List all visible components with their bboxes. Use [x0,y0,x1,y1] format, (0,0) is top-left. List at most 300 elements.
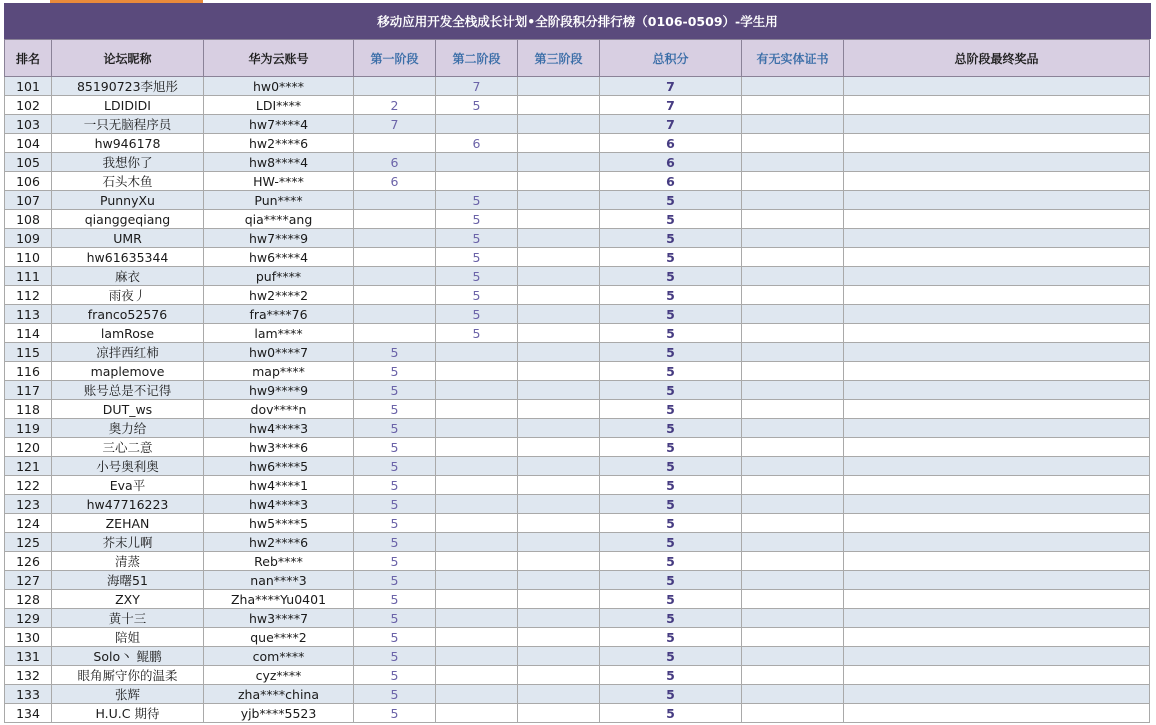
cell-stage1[interactable]: 5 [354,685,436,704]
cell-total[interactable]: 5 [600,305,742,324]
cell-certificate[interactable] [742,571,844,590]
cell-stage2[interactable] [436,438,518,457]
header-prize[interactable]: 总阶段最终奖品 [844,40,1150,77]
cell-nickname[interactable]: DUT_ws [52,400,204,419]
cell-stage1[interactable] [354,134,436,153]
cell-prize[interactable] [844,248,1150,267]
cell-prize[interactable] [844,267,1150,286]
cell-rank[interactable]: 105 [5,153,52,172]
cell-stage3[interactable] [518,571,600,590]
cell-stage1[interactable]: 5 [354,514,436,533]
cell-stage1[interactable]: 5 [354,666,436,685]
cell-prize[interactable] [844,514,1150,533]
cell-account[interactable]: hw6****5 [204,457,354,476]
cell-prize[interactable] [844,115,1150,134]
cell-rank[interactable]: 132 [5,666,52,685]
cell-prize[interactable] [844,552,1150,571]
cell-stage2[interactable] [436,381,518,400]
cell-stage3[interactable] [518,685,600,704]
cell-prize[interactable] [844,476,1150,495]
cell-stage2[interactable]: 6 [436,134,518,153]
cell-stage3[interactable] [518,552,600,571]
cell-stage2[interactable] [436,343,518,362]
cell-nickname[interactable]: PunnyXu [52,191,204,210]
cell-certificate[interactable] [742,590,844,609]
cell-nickname[interactable]: 我想你了 [52,153,204,172]
cell-stage2[interactable] [436,514,518,533]
cell-stage2[interactable]: 5 [436,305,518,324]
cell-nickname[interactable]: hw61635344 [52,248,204,267]
cell-nickname[interactable]: 85190723李旭彤 [52,77,204,96]
cell-nickname[interactable]: maplemove [52,362,204,381]
cell-stage1[interactable]: 5 [354,400,436,419]
cell-account[interactable]: hw3****6 [204,438,354,457]
cell-total[interactable]: 5 [600,267,742,286]
cell-total[interactable]: 5 [600,514,742,533]
cell-stage1[interactable] [354,191,436,210]
cell-certificate[interactable] [742,419,844,438]
cell-certificate[interactable] [742,666,844,685]
cell-prize[interactable] [844,628,1150,647]
cell-total[interactable]: 5 [600,590,742,609]
cell-stage2[interactable] [436,571,518,590]
cell-stage2[interactable] [436,552,518,571]
cell-total[interactable]: 5 [600,571,742,590]
cell-rank[interactable]: 129 [5,609,52,628]
cell-stage3[interactable] [518,134,600,153]
cell-rank[interactable]: 111 [5,267,52,286]
cell-stage1[interactable]: 2 [354,96,436,115]
cell-stage1[interactable]: 5 [354,533,436,552]
cell-stage2[interactable] [436,590,518,609]
cell-account[interactable]: hw9****9 [204,381,354,400]
cell-prize[interactable] [844,172,1150,191]
cell-stage2[interactable] [436,666,518,685]
cell-nickname[interactable]: lamRose [52,324,204,343]
cell-prize[interactable] [844,362,1150,381]
cell-nickname[interactable]: 凉拌西红柿 [52,343,204,362]
cell-total[interactable]: 5 [600,457,742,476]
cell-certificate[interactable] [742,552,844,571]
header-stage1[interactable]: 第一阶段 [354,40,436,77]
cell-total[interactable]: 5 [600,438,742,457]
cell-total[interactable]: 5 [600,191,742,210]
cell-nickname[interactable]: ZXY [52,590,204,609]
cell-rank[interactable]: 117 [5,381,52,400]
cell-account[interactable]: hw0****7 [204,343,354,362]
cell-stage2[interactable] [436,533,518,552]
cell-stage3[interactable] [518,229,600,248]
cell-prize[interactable] [844,495,1150,514]
cell-account[interactable]: com**** [204,647,354,666]
cell-prize[interactable] [844,590,1150,609]
cell-nickname[interactable]: LDIDIDI [52,96,204,115]
cell-stage3[interactable] [518,476,600,495]
cell-total[interactable]: 5 [600,343,742,362]
cell-stage1[interactable]: 5 [354,419,436,438]
cell-stage3[interactable] [518,210,600,229]
cell-stage3[interactable] [518,666,600,685]
cell-rank[interactable]: 108 [5,210,52,229]
cell-stage3[interactable] [518,609,600,628]
cell-nickname[interactable]: 海曙51 [52,571,204,590]
cell-total[interactable]: 5 [600,419,742,438]
cell-stage1[interactable]: 5 [354,495,436,514]
cell-total[interactable]: 5 [600,609,742,628]
cell-account[interactable]: LDI**** [204,96,354,115]
cell-nickname[interactable]: Eva平 [52,476,204,495]
cell-account[interactable]: hw7****4 [204,115,354,134]
cell-certificate[interactable] [742,324,844,343]
cell-stage2[interactable] [436,419,518,438]
cell-nickname[interactable]: 麻衣 [52,267,204,286]
cell-rank[interactable]: 110 [5,248,52,267]
cell-rank[interactable]: 134 [5,704,52,723]
cell-rank[interactable]: 107 [5,191,52,210]
cell-stage2[interactable]: 5 [436,248,518,267]
cell-rank[interactable]: 120 [5,438,52,457]
cell-nickname[interactable]: H.U.C 期待 [52,704,204,723]
cell-stage2[interactable] [436,609,518,628]
cell-stage3[interactable] [518,647,600,666]
cell-stage3[interactable] [518,590,600,609]
cell-stage3[interactable] [518,305,600,324]
cell-rank[interactable]: 130 [5,628,52,647]
cell-rank[interactable]: 115 [5,343,52,362]
cell-prize[interactable] [844,324,1150,343]
cell-certificate[interactable] [742,533,844,552]
cell-stage1[interactable] [354,267,436,286]
cell-certificate[interactable] [742,704,844,723]
cell-certificate[interactable] [742,134,844,153]
cell-certificate[interactable] [742,229,844,248]
cell-stage1[interactable]: 6 [354,172,436,191]
header-stage3[interactable]: 第三阶段 [518,40,600,77]
cell-stage3[interactable] [518,172,600,191]
cell-certificate[interactable] [742,362,844,381]
cell-rank[interactable]: 113 [5,305,52,324]
header-stage2[interactable]: 第二阶段 [436,40,518,77]
cell-stage1[interactable] [354,286,436,305]
cell-rank[interactable]: 125 [5,533,52,552]
cell-nickname[interactable]: 一只无脑程序员 [52,115,204,134]
cell-account[interactable]: cyz**** [204,666,354,685]
cell-prize[interactable] [844,438,1150,457]
cell-total[interactable]: 5 [600,552,742,571]
cell-prize[interactable] [844,381,1150,400]
cell-account[interactable]: dov****n [204,400,354,419]
cell-certificate[interactable] [742,476,844,495]
cell-total[interactable]: 7 [600,115,742,134]
cell-account[interactable]: hw7****9 [204,229,354,248]
cell-certificate[interactable] [742,191,844,210]
cell-account[interactable]: puf**** [204,267,354,286]
cell-stage2[interactable]: 5 [436,210,518,229]
cell-account[interactable]: hw5****5 [204,514,354,533]
cell-account[interactable]: Pun**** [204,191,354,210]
cell-rank[interactable]: 114 [5,324,52,343]
header-nickname[interactable]: 论坛昵称 [52,40,204,77]
cell-nickname[interactable]: 陪姐 [52,628,204,647]
cell-stage2[interactable] [436,153,518,172]
cell-nickname[interactable]: 雨夜丿 [52,286,204,305]
cell-prize[interactable] [844,571,1150,590]
cell-stage3[interactable] [518,438,600,457]
cell-account[interactable]: nan****3 [204,571,354,590]
cell-prize[interactable] [844,685,1150,704]
cell-account[interactable]: hw2****6 [204,134,354,153]
cell-nickname[interactable]: 小号奥利奥 [52,457,204,476]
cell-prize[interactable] [844,457,1150,476]
cell-stage3[interactable] [518,495,600,514]
cell-stage1[interactable]: 5 [354,628,436,647]
cell-rank[interactable]: 122 [5,476,52,495]
cell-stage3[interactable] [518,400,600,419]
cell-account[interactable]: que****2 [204,628,354,647]
cell-prize[interactable] [844,647,1150,666]
cell-prize[interactable] [844,704,1150,723]
cell-rank[interactable]: 101 [5,77,52,96]
cell-total[interactable]: 5 [600,248,742,267]
cell-certificate[interactable] [742,685,844,704]
cell-stage2[interactable] [436,172,518,191]
cell-rank[interactable]: 109 [5,229,52,248]
cell-account[interactable]: HW-**** [204,172,354,191]
cell-stage1[interactable]: 5 [354,647,436,666]
cell-total[interactable]: 6 [600,172,742,191]
cell-account[interactable]: Reb**** [204,552,354,571]
cell-rank[interactable]: 103 [5,115,52,134]
cell-stage2[interactable] [436,647,518,666]
header-account[interactable]: 华为云账号 [204,40,354,77]
cell-nickname[interactable]: 清蒸 [52,552,204,571]
cell-stage1[interactable] [354,248,436,267]
cell-account[interactable]: map**** [204,362,354,381]
cell-stage1[interactable] [354,324,436,343]
cell-stage3[interactable] [518,324,600,343]
cell-total[interactable]: 5 [600,324,742,343]
cell-stage3[interactable] [518,514,600,533]
cell-stage1[interactable] [354,77,436,96]
cell-stage3[interactable] [518,77,600,96]
cell-certificate[interactable] [742,267,844,286]
cell-certificate[interactable] [742,305,844,324]
cell-rank[interactable]: 102 [5,96,52,115]
cell-total[interactable]: 5 [600,476,742,495]
cell-nickname[interactable]: 石头木鱼 [52,172,204,191]
cell-total[interactable]: 5 [600,628,742,647]
cell-stage2[interactable]: 5 [436,267,518,286]
cell-stage1[interactable] [354,305,436,324]
cell-prize[interactable] [844,666,1150,685]
cell-stage2[interactable]: 5 [436,324,518,343]
cell-certificate[interactable] [742,77,844,96]
cell-nickname[interactable]: 眼角厮守你的温柔 [52,666,204,685]
cell-stage3[interactable] [518,419,600,438]
cell-account[interactable]: zha****china [204,685,354,704]
cell-stage3[interactable] [518,153,600,172]
cell-total[interactable]: 5 [600,381,742,400]
cell-stage2[interactable] [436,400,518,419]
cell-stage1[interactable]: 5 [354,362,436,381]
cell-nickname[interactable]: 张辉 [52,685,204,704]
cell-total[interactable]: 5 [600,647,742,666]
cell-stage1[interactable]: 5 [354,590,436,609]
cell-stage3[interactable] [518,248,600,267]
cell-nickname[interactable]: UMR [52,229,204,248]
cell-stage1[interactable]: 6 [354,153,436,172]
cell-stage1[interactable]: 5 [354,609,436,628]
cell-stage1[interactable]: 5 [354,343,436,362]
cell-certificate[interactable] [742,115,844,134]
cell-nickname[interactable]: hw946178 [52,134,204,153]
cell-certificate[interactable] [742,172,844,191]
cell-certificate[interactable] [742,343,844,362]
cell-stage3[interactable] [518,704,600,723]
cell-prize[interactable] [844,305,1150,324]
cell-stage1[interactable]: 5 [354,457,436,476]
cell-account[interactable]: fra****76 [204,305,354,324]
cell-total[interactable]: 6 [600,134,742,153]
cell-stage3[interactable] [518,286,600,305]
cell-rank[interactable]: 133 [5,685,52,704]
cell-stage2[interactable]: 5 [436,286,518,305]
cell-stage1[interactable] [354,210,436,229]
cell-nickname[interactable]: 三心二意 [52,438,204,457]
cell-prize[interactable] [844,96,1150,115]
cell-account[interactable]: hw4****1 [204,476,354,495]
cell-certificate[interactable] [742,628,844,647]
cell-stage2[interactable]: 5 [436,191,518,210]
header-total[interactable]: 总积分 [600,40,742,77]
cell-total[interactable]: 5 [600,210,742,229]
cell-total[interactable]: 5 [600,495,742,514]
cell-certificate[interactable] [742,609,844,628]
cell-certificate[interactable] [742,381,844,400]
cell-total[interactable]: 5 [600,400,742,419]
cell-stage1[interactable]: 5 [354,476,436,495]
cell-account[interactable]: hw6****4 [204,248,354,267]
cell-prize[interactable] [844,400,1150,419]
cell-total[interactable]: 7 [600,96,742,115]
cell-stage2[interactable] [436,628,518,647]
cell-account[interactable]: Zha****Yu0401 [204,590,354,609]
cell-stage2[interactable] [436,704,518,723]
cell-account[interactable]: hw3****7 [204,609,354,628]
cell-stage3[interactable] [518,381,600,400]
cell-account[interactable]: qia****ang [204,210,354,229]
cell-prize[interactable] [844,134,1150,153]
cell-certificate[interactable] [742,96,844,115]
cell-nickname[interactable]: 黄十三 [52,609,204,628]
cell-stage2[interactable] [436,362,518,381]
cell-stage2[interactable]: 5 [436,96,518,115]
cell-stage3[interactable] [518,191,600,210]
cell-stage2[interactable] [436,685,518,704]
cell-total[interactable]: 5 [600,666,742,685]
cell-prize[interactable] [844,210,1150,229]
cell-account[interactable]: hw0**** [204,77,354,96]
cell-total[interactable]: 7 [600,77,742,96]
cell-account[interactable]: hw8****4 [204,153,354,172]
cell-stage2[interactable]: 7 [436,77,518,96]
cell-stage1[interactable]: 7 [354,115,436,134]
cell-stage3[interactable] [518,343,600,362]
cell-certificate[interactable] [742,153,844,172]
cell-certificate[interactable] [742,514,844,533]
cell-stage1[interactable]: 5 [354,381,436,400]
cell-nickname[interactable]: qianggeqiang [52,210,204,229]
cell-prize[interactable] [844,286,1150,305]
cell-prize[interactable] [844,419,1150,438]
cell-stage1[interactable]: 5 [354,704,436,723]
cell-account[interactable]: yjb****5523 [204,704,354,723]
cell-total[interactable]: 5 [600,704,742,723]
cell-total[interactable]: 5 [600,533,742,552]
cell-nickname[interactable]: 账号总是不记得 [52,381,204,400]
cell-prize[interactable] [844,153,1150,172]
cell-nickname[interactable]: franco52576 [52,305,204,324]
cell-certificate[interactable] [742,647,844,666]
cell-total[interactable]: 5 [600,229,742,248]
cell-account[interactable]: lam**** [204,324,354,343]
cell-nickname[interactable]: 奥力给 [52,419,204,438]
cell-certificate[interactable] [742,495,844,514]
cell-total[interactable]: 5 [600,362,742,381]
cell-rank[interactable]: 118 [5,400,52,419]
cell-certificate[interactable] [742,438,844,457]
cell-certificate[interactable] [742,210,844,229]
cell-stage3[interactable] [518,457,600,476]
cell-rank[interactable]: 116 [5,362,52,381]
cell-stage3[interactable] [518,628,600,647]
cell-nickname[interactable]: Solo丶 鲲鹏 [52,647,204,666]
cell-stage1[interactable]: 5 [354,438,436,457]
cell-certificate[interactable] [742,400,844,419]
cell-stage3[interactable] [518,96,600,115]
cell-certificate[interactable] [742,286,844,305]
cell-stage3[interactable] [518,533,600,552]
cell-stage3[interactable] [518,362,600,381]
cell-rank[interactable]: 131 [5,647,52,666]
cell-rank[interactable]: 119 [5,419,52,438]
cell-prize[interactable] [844,229,1150,248]
cell-prize[interactable] [844,77,1150,96]
cell-stage2[interactable] [436,457,518,476]
cell-total[interactable]: 5 [600,286,742,305]
cell-stage1[interactable]: 5 [354,552,436,571]
header-certificate[interactable]: 有无实体证书 [742,40,844,77]
cell-rank[interactable]: 128 [5,590,52,609]
cell-prize[interactable] [844,533,1150,552]
cell-nickname[interactable]: ZEHAN [52,514,204,533]
header-rank[interactable]: 排名 [5,40,52,77]
cell-stage2[interactable] [436,495,518,514]
cell-rank[interactable]: 106 [5,172,52,191]
cell-rank[interactable]: 124 [5,514,52,533]
cell-stage2[interactable] [436,476,518,495]
cell-nickname[interactable]: 芥末儿啊 [52,533,204,552]
cell-rank[interactable]: 104 [5,134,52,153]
cell-total[interactable]: 5 [600,685,742,704]
cell-stage2[interactable]: 5 [436,229,518,248]
cell-rank[interactable]: 123 [5,495,52,514]
cell-total[interactable]: 6 [600,153,742,172]
cell-stage1[interactable]: 5 [354,571,436,590]
cell-prize[interactable] [844,609,1150,628]
cell-rank[interactable]: 112 [5,286,52,305]
cell-stage2[interactable] [436,115,518,134]
